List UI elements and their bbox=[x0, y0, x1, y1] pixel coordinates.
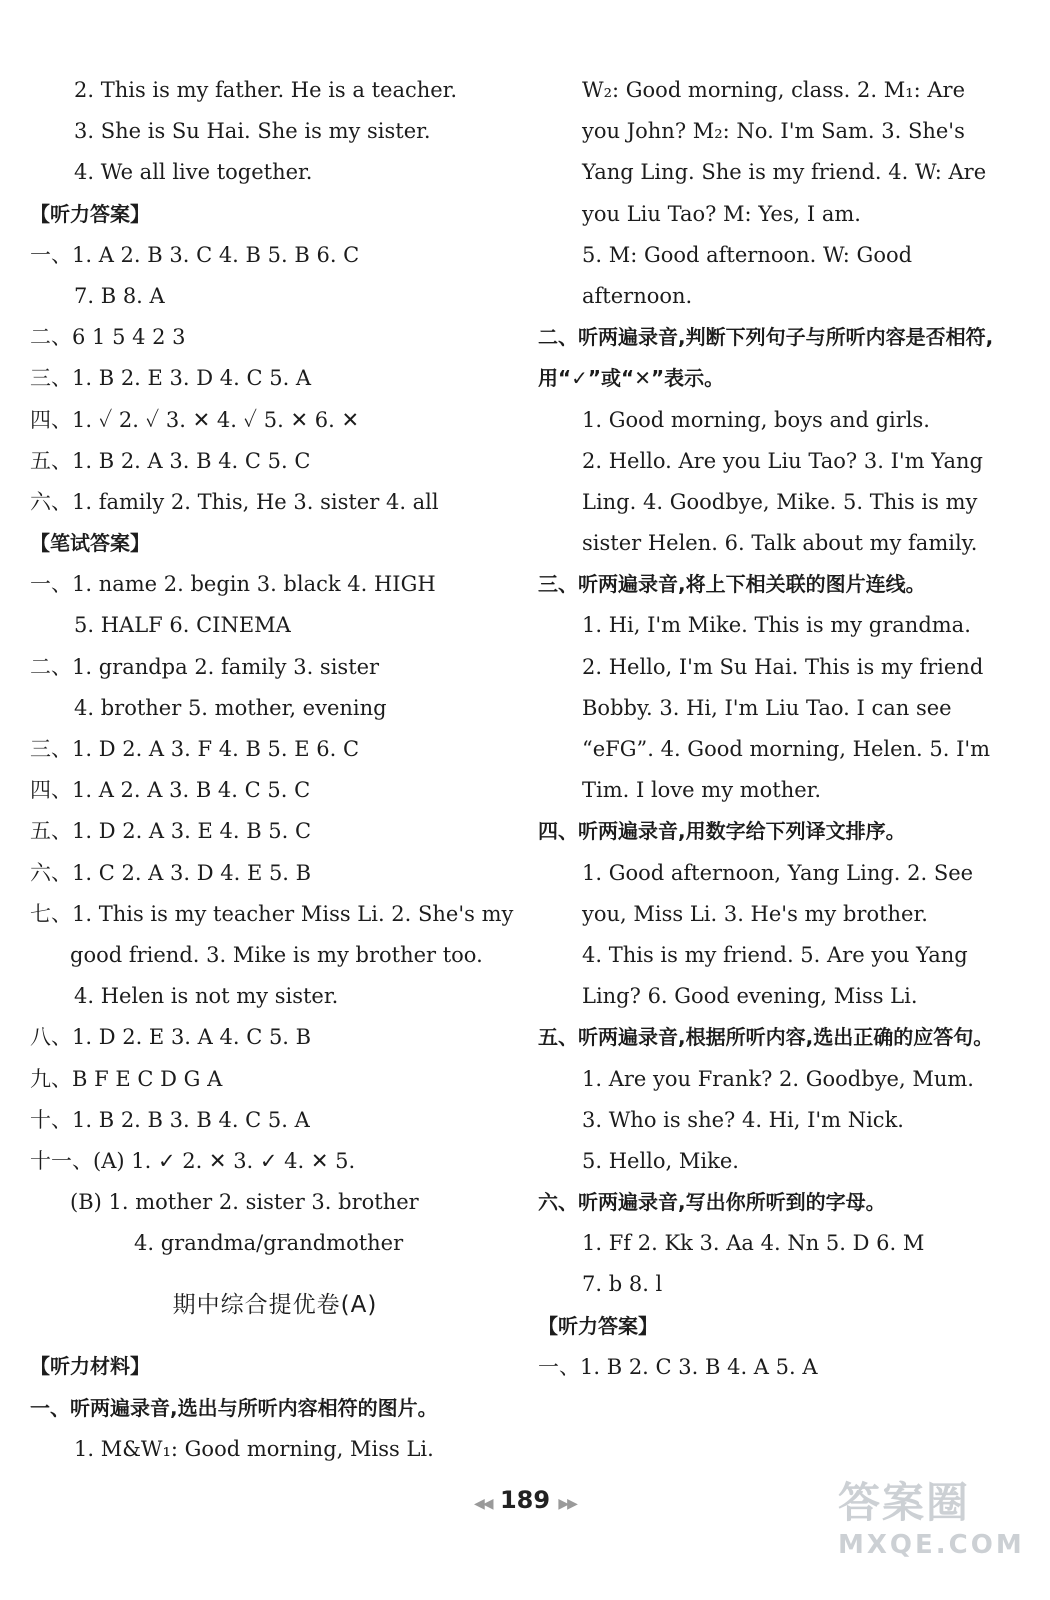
right-text-line: Yang Ling. She is my friend. 4. W: Are bbox=[582, 160, 987, 185]
left-text-line: 4. Helen is not my sister. bbox=[74, 984, 339, 1009]
left-text-line: 1. M&W₁: Good morning, Miss Li. bbox=[74, 1436, 434, 1461]
left-text-line: 一、1. name 2. begin 3. black 4. HIGH bbox=[30, 572, 436, 597]
right-text-line: 2. Hello. Are you Liu Tao? 3. I'm Yang bbox=[582, 448, 983, 473]
right-text-line: sister Helen. 6. Talk about my family. bbox=[582, 531, 978, 556]
right-text-line: Ling? 6. Good evening, Miss Li. bbox=[582, 984, 918, 1009]
left-text-line: 【听力材料】 bbox=[30, 1354, 150, 1379]
right-text-line: 六、听两遍录音,写出你所听到的字母。 bbox=[538, 1190, 886, 1215]
left-text-line: 4. brother 5. mother, evening bbox=[74, 695, 387, 720]
watermark-text: 答案圈 bbox=[838, 1478, 971, 1527]
left-text-line: 7. B 8. A bbox=[74, 283, 165, 308]
left-text-line: 2. This is my father. He is a teacher. bbox=[74, 78, 458, 102]
right-text-line: 二、听两遍录音,判断下列句子与所听内容是否相符,用“✓”或“✕”表示。 bbox=[538, 325, 994, 391]
left-text-line: good friend. 3. Mike is my brother too. bbox=[70, 942, 483, 967]
right-text-line: Tim. I love my mother. bbox=[582, 778, 822, 803]
right-text-line: 5. Hello, Mike. bbox=[582, 1148, 739, 1173]
right-text-line: afternoon. bbox=[582, 283, 693, 308]
left-text-line: (B) 1. mother 2. sister 3. brother bbox=[70, 1190, 419, 1215]
watermark-logo bbox=[838, 1470, 1028, 1588]
left-text-line: 五、1. D 2. A 3. E 4. B 5. C bbox=[30, 819, 312, 844]
left-text-line: 一、1. A 2. B 3. C 4. B 5. B 6. C bbox=[30, 242, 360, 267]
right-text-line: 4. This is my friend. 5. Are you Yang bbox=[582, 942, 968, 967]
right-text-line: 五、听两遍录音,根据所听内容,选出正确的应答句。 bbox=[538, 1025, 994, 1050]
left-text-line: 四、1. ✓ 2. ✓ 3. ✕ 4. ✓ 5. ✕ 6. ✕ bbox=[30, 407, 360, 432]
left-text-line: 六、1. family 2. This, He 3. sister 4. all bbox=[30, 489, 439, 514]
left-text-line: 七、1. This is my teacher Miss Li. 2. She's my bbox=[30, 901, 514, 926]
left-text-line: 九、B F E C D G A bbox=[30, 1066, 223, 1091]
left-text-line: 4. We all live together. bbox=[74, 160, 313, 185]
left-column bbox=[30, 70, 520, 1470]
right-text-line: 5. M: Good afternoon. W: Good bbox=[582, 242, 913, 267]
right-column bbox=[538, 70, 1020, 1388]
left-text-line: 十一、(A) 1. ✓ 2. ✕ 3. ✓ 4. ✕ 5. bbox=[30, 1148, 356, 1173]
watermark-url: MXQE.COM bbox=[838, 1530, 1025, 1560]
left-text-line: 四、1. A 2. A 3. B 4. C 5. C bbox=[30, 778, 311, 803]
right-text-line: 1. Are you Frank? 2. Goodbye, Mum. bbox=[582, 1066, 974, 1091]
left-text-line: 【笔试答案】 bbox=[30, 531, 150, 556]
right-text-line: 【听力答案】 bbox=[538, 1313, 658, 1338]
right-text-line: 三、听两遍录音,将上下相关联的图片连线。 bbox=[538, 572, 926, 597]
right-text-line: you, Miss Li. 3. He's my brother. bbox=[582, 901, 928, 926]
left-text-line: 3. She is Su Hai. She is my sister. bbox=[74, 119, 431, 144]
right-text-line: 1. Ff 2. Kk 3. Aa 4. Nn 5. D 6. M bbox=[582, 1231, 925, 1256]
right-text-line: W₂: Good morning, class. 2. M₁: Are bbox=[582, 78, 966, 102]
right-text-line: 1. Good afternoon, Yang Ling. 2. See bbox=[582, 860, 974, 885]
page-number: 189 bbox=[499, 1486, 551, 1514]
right-text-line: you Liu Tao? M: Yes, I am. bbox=[582, 201, 861, 226]
left-text-line: 期中综合提优卷(A) bbox=[172, 1292, 378, 1319]
left-text-line: 一、听两遍录音,选出与所听内容相符的图片。 bbox=[30, 1395, 438, 1420]
right-text-line: 3. Who is she? 4. Hi, I'm Nick. bbox=[582, 1107, 904, 1132]
right-text-line: 7. b 8. l bbox=[582, 1272, 663, 1297]
left-text-line: 三、1. D 2. A 3. F 4. B 5. E 6. C bbox=[30, 737, 360, 761]
right-text-line: 1. Good morning, boys and girls. bbox=[582, 407, 930, 432]
left-text-line: 二、6 1 5 4 2 3 bbox=[30, 325, 186, 350]
right-text-line: 一、1. B 2. C 3. B 4. A 5. A bbox=[538, 1354, 818, 1379]
right-text-line: “eFG”. 4. Good morning, Helen. 5. I'm bbox=[582, 737, 991, 762]
left-text-line: 【听力答案】 bbox=[30, 201, 150, 226]
left-text-line: 五、1. B 2. A 3. B 4. C 5. C bbox=[30, 448, 311, 473]
left-text-line: 5. HALF 6. CINEMA bbox=[74, 613, 291, 638]
right-text-line: you John? M₂: No. I'm Sam. 3. She's bbox=[582, 119, 965, 144]
next-arrows-icon: ▶▶ bbox=[558, 1496, 576, 1512]
left-text-line: 十、1. B 2. B 3. B 4. C 5. A bbox=[30, 1107, 310, 1132]
right-text-line: 1. Hi, I'm Mike. This is my grandma. bbox=[582, 613, 971, 638]
right-text-line: 2. Hello, I'm Su Hai. This is my friend bbox=[582, 654, 984, 679]
left-text-line: 三、1. B 2. E 3. D 4. C 5. A bbox=[30, 366, 312, 391]
left-text-line: 八、1. D 2. E 3. A 4. C 5. B bbox=[30, 1025, 312, 1050]
left-text-line: 六、1. C 2. A 3. D 4. E 5. B bbox=[30, 860, 312, 885]
right-text-line: 四、听两遍录音,用数字给下列译文排序。 bbox=[538, 819, 906, 844]
left-text-line: 4. grandma/grandmother bbox=[134, 1231, 404, 1256]
right-text-line: Bobby. 3. Hi, I'm Liu Tao. I can see bbox=[582, 695, 952, 720]
right-text-line: Ling. 4. Goodbye, Mike. 5. This is my bbox=[582, 489, 978, 514]
left-text-line: 二、1. grandpa 2. family 3. sister bbox=[30, 654, 380, 679]
prev-arrows-icon: ◀◀ bbox=[474, 1496, 492, 1512]
